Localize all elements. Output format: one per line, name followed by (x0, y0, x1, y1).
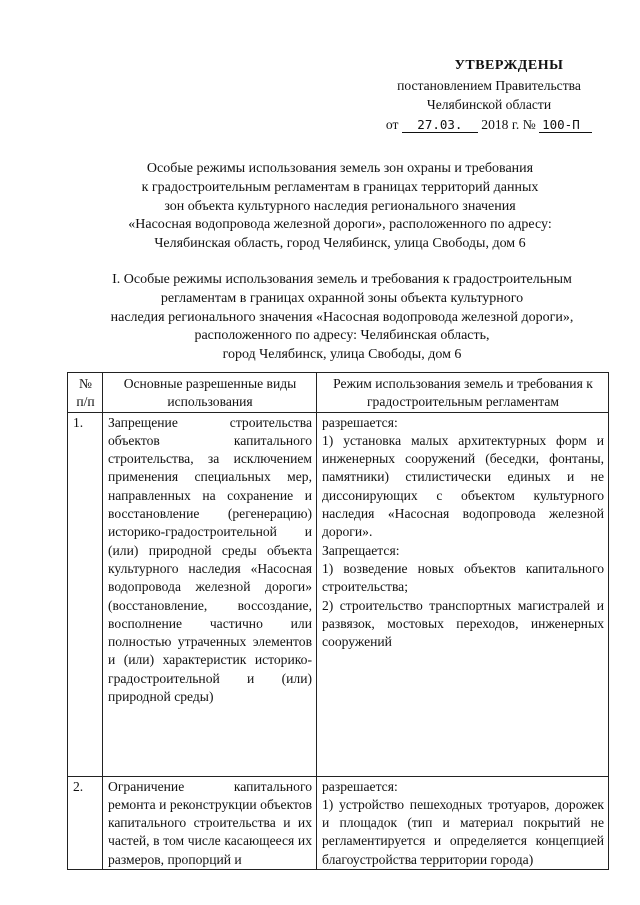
header-number: № п/п (68, 373, 103, 413)
heading-line: к градостроительным регламентам в границах территорий данных (141, 179, 539, 195)
heading-line: «Насосная водопровода железной дороги», расположенного по адресу: (128, 217, 552, 233)
decree-number: 100-П (539, 117, 592, 133)
document-heading (95, 160, 585, 254)
forbidden-item: 2) строительство транспортных магистралей и развязок, мостовых переходов, инженерных сооружений (322, 597, 604, 650)
row-use: Ограничение капитального ремонта и реконструкции объектов капитального строительства и их частей, в том числе касающееся их размеров, пропорций и (103, 776, 317, 869)
row-regime (317, 412, 609, 776)
heading-line: Особые режимы использования земель зон охраны и требования (146, 161, 534, 176)
table-row (68, 412, 609, 776)
from-prefix: от (385, 116, 399, 132)
header-uses: Основные разрешенные виды использования (103, 373, 317, 413)
table-header-row (68, 373, 609, 413)
row-number: 1. (68, 412, 103, 776)
section-line: город Челябинск, улица Свободы, дом 6 (222, 347, 462, 363)
approval-line-2: Челябинской области (426, 97, 552, 112)
row-use: Запрещение строительства объектов капитального строительства, за исключением применения специальных мер, направленных на сохранение и восстановление (регенерацию) историко-градостроительной и (или) природной среды объекта культурного наследия «Насосная водопровода железной дороги» (восстановление, воссоздание, восполнение частично или полностью утраченных элементов и (или) характеристик историко-градостроительной и (или) природной среды) (103, 412, 317, 776)
section-line: I. Особые режимы использования земель и требования к градостроительным (112, 272, 572, 287)
heading-line: Челябинская область, город Челябинск, улица Свободы, дом 6 (154, 236, 526, 252)
section-line: регламентам в границах охранной зоны объекта культурного (160, 290, 524, 306)
decree-date: 27.03. (402, 117, 478, 133)
allowed-item: 1) устройство пешеходных тротуаров, дорожек и площадок (тип и материал покрытий не регламентируется и определяется концепцией благоустройства территории города) (322, 796, 604, 867)
approval-title: УТВЕРЖДЕНЫ (454, 58, 564, 73)
section-title (76, 271, 608, 365)
row-number: 2. (68, 776, 103, 869)
header-regime: Режим использования земель и требования к градостроительным регламентам (317, 373, 609, 413)
decree-line (378, 115, 600, 135)
allowed-label: разрешается: (322, 778, 398, 794)
heading-line: зон объекта культурного наследия регионального значения (164, 198, 516, 214)
decree-year: 2018 г. № (481, 116, 536, 132)
regulations-table (67, 372, 609, 870)
table-row (68, 776, 609, 869)
forbidden-item: 1) возведение новых объектов капитального строительства; (322, 560, 604, 595)
forbidden-label: Запрещается: (322, 542, 400, 558)
approval-block (378, 56, 600, 134)
allowed-label: разрешается: (322, 414, 398, 430)
section-line: наследия регионального значения «Насосная водопровода железной дороги», (110, 309, 574, 325)
approval-line-1: постановлением Правительства (397, 77, 581, 93)
section-line: расположенного по адресу: Челябинская область, (194, 328, 490, 344)
allowed-item: 1) установка малых архитектурных форм и инженерных сооружений (беседки, фонтаны, памятники) стилистически единых и не диссонирующих с объектом культурного наследия «Насосная водопровода железной дороги». (322, 432, 604, 540)
row-regime (317, 776, 609, 869)
